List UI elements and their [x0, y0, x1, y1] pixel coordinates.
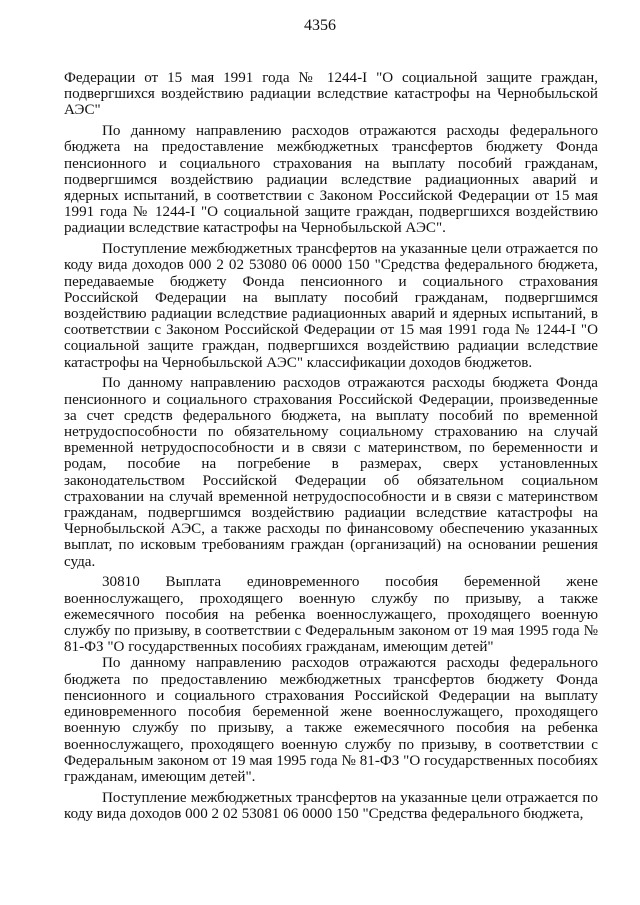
code-entry-30810 — [64, 574, 598, 655]
paragraph-expenses-transfers: По данному направлению расходов отражаются расходы федерального бюджета на предоставление межбюджетных трансфертов бюджету Фонда пенсионного и социального страхования на выплату пособий гражданам, подвергшимся воздействию радиации вследствие радиационных аварий и ядерных испытаний, в соответствии с Законом Российской Федерации от 15 мая 1991 года № 1244-I "О социальной защите граждан, подвергшихся воздействию радиации вследствие катастрофы на Чернобыльской АЭС". — [64, 123, 598, 237]
paragraph-income-code-53081: Поступление межбюджетных трансфертов на указанные цели отражается по коду вида доходов 000 2 02 53081 06 0000 150 "Средства федерального бюджета, — [64, 789, 598, 822]
paragraph-expenses-benefits: По данному направлению расходов отражаются расходы федерального бюджета по предоставлению межбюджетных трансфертов бюджету Фонда пенсионного и социального страхования Российской Федерации на выплату единовременного пособия беременной жене военнослужащего, проходящего военную службу по призыву, а также ежемесячного пособия на ребенка военнослужащего, проходящего военную службу по призыву, в соответствии с Федеральным законом от 19 мая 1995 года № 81-ФЗ "О государственных пособиях гражданам, имеющим детей". — [64, 655, 598, 785]
page-number: 4356 — [304, 17, 336, 34]
code-entry-heading — [64, 574, 598, 590]
code-title-word: беременной — [464, 574, 541, 591]
code-title-continuation: военнослужащего, проходящего военную службу по призыву, а также ежемесячного пособия на ребенка военнослужащего, проходящего военную службу по призыву, в соответствии с Федеральным законом от 19 мая 1995 года № 81-ФЗ "О государственных пособиях гражданам, имеющим детей" — [64, 590, 598, 656]
paragraph-continuation: Федерации от 15 мая 1991 года № 1244-I "О социальной защите граждан, подвергшихся воздействию радиации вследствие катастрофы на Чернобыльской АЭС" — [64, 70, 598, 119]
document-body — [64, 70, 598, 822]
code-title-word: единовременного — [246, 574, 360, 591]
code-title-word: Выплата — [165, 574, 222, 591]
code-number: 30810 — [102, 574, 140, 591]
paragraph-expenses-fund: По данному направлению расходов отражаются расходы бюджета Фонда пенсионного и социального страхования Российской Федерации, произведенные за счет средств федерального бюджета, на выплату пособий по временной нетрудоспособности по обязательному социальному страхованию на случай временной нетрудоспособности и в связи с материнством, по беременности и родам, пособие на погребение в размерах, сверх установленных законодательством Российской Федерации об обязательном социальном страховании на случай временной нетрудоспособности и в связи с материнством гражданам, подвергшимся воздействию радиации вследствие катастрофы на Чернобыльской АЭС, а также расходы по финансовому обеспечению указанных выплат, по исковым требованиям граждан (организаций) на основании решения суда. — [64, 375, 598, 570]
code-title-word: пособия — [385, 574, 439, 591]
paragraph-income-code-53080: Поступление межбюджетных трансфертов на указанные цели отражается по коду вида доходов 000 2 02 53080 06 0000 150 "Средства федерального бюджета, передаваемые бюджету Фонда пенсионного и социального страхования Российской Федерации на выплату пособий гражданам, подвергшимся воздействию радиации вследствие радиационных аварий и ядерных испытаний, в соответствии с Законом Российской Федерации от 15 мая 1991 года № 1244-I "О социальной защите граждан, подвергшихся воздействию радиации вследствие катастрофы на Чернобыльской АЭС" классификации доходов бюджетов. — [64, 241, 598, 371]
code-title-word: жене — [566, 574, 598, 591]
